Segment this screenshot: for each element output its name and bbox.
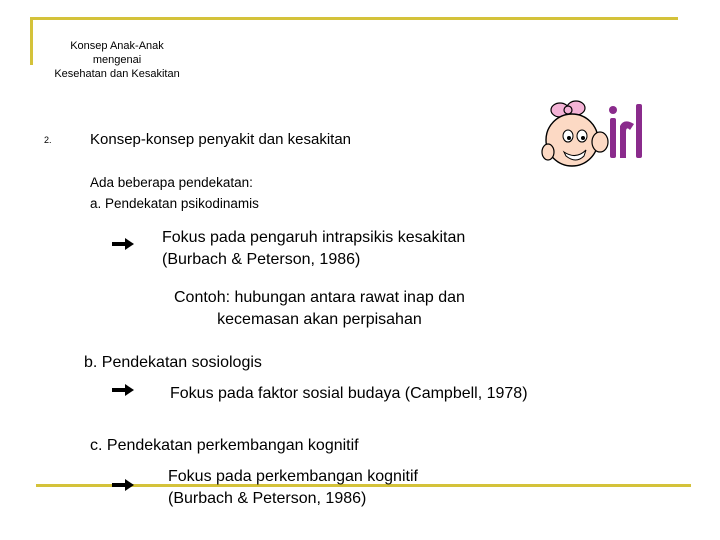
title-line-1: Konsep Anak-Anak	[70, 40, 164, 52]
example-line-2: kecemasan akan perpisahan	[217, 311, 422, 328]
example-line-1: Contoh: hubungan antara rawat inap dan	[174, 289, 465, 306]
psikodinamis-focus	[162, 227, 465, 271]
arrow-right-icon	[112, 383, 134, 397]
arrow-right-icon	[112, 237, 134, 251]
sosiologis-focus: Fokus pada faktor sosial budaya (Campbell, 1978)	[170, 385, 528, 402]
gold-left-rule	[30, 17, 33, 65]
kognitif-focus-line-2: (Burbach & Peterson, 1986)	[168, 490, 367, 507]
kognitif-focus	[168, 466, 418, 510]
section-title: Konsep-konsep penyakit dan kesakitan	[90, 131, 352, 148]
title-line-2: mengenai	[92, 54, 142, 66]
slide-title	[36, 39, 198, 81]
gold-top-rule	[30, 17, 678, 20]
psikodinamis-example	[174, 287, 465, 331]
title-line-3: Kesehatan dan Kesakitan	[54, 68, 180, 80]
approach-c-heading: c. Pendekatan perkembangan kognitif	[90, 437, 359, 454]
psikodinamis-focus-line-2: (Burbach & Peterson, 1986)	[162, 251, 361, 268]
section-number: 2.	[44, 135, 52, 145]
approach-b-heading: b. Pendekatan sosiologis	[84, 354, 262, 371]
arrow-right-icon	[112, 478, 134, 492]
approach-a-heading: a. Pendekatan psikodinamis	[90, 196, 259, 211]
psikodinamis-focus-line-1: Fokus pada pengaruh intrapsikis kesakitan	[162, 229, 466, 246]
intro-line: Ada beberapa pendekatan:	[90, 175, 253, 190]
girl-clipart-image	[540, 96, 644, 178]
kognitif-focus-line-1: Fokus pada perkembangan kognitif	[168, 468, 418, 485]
